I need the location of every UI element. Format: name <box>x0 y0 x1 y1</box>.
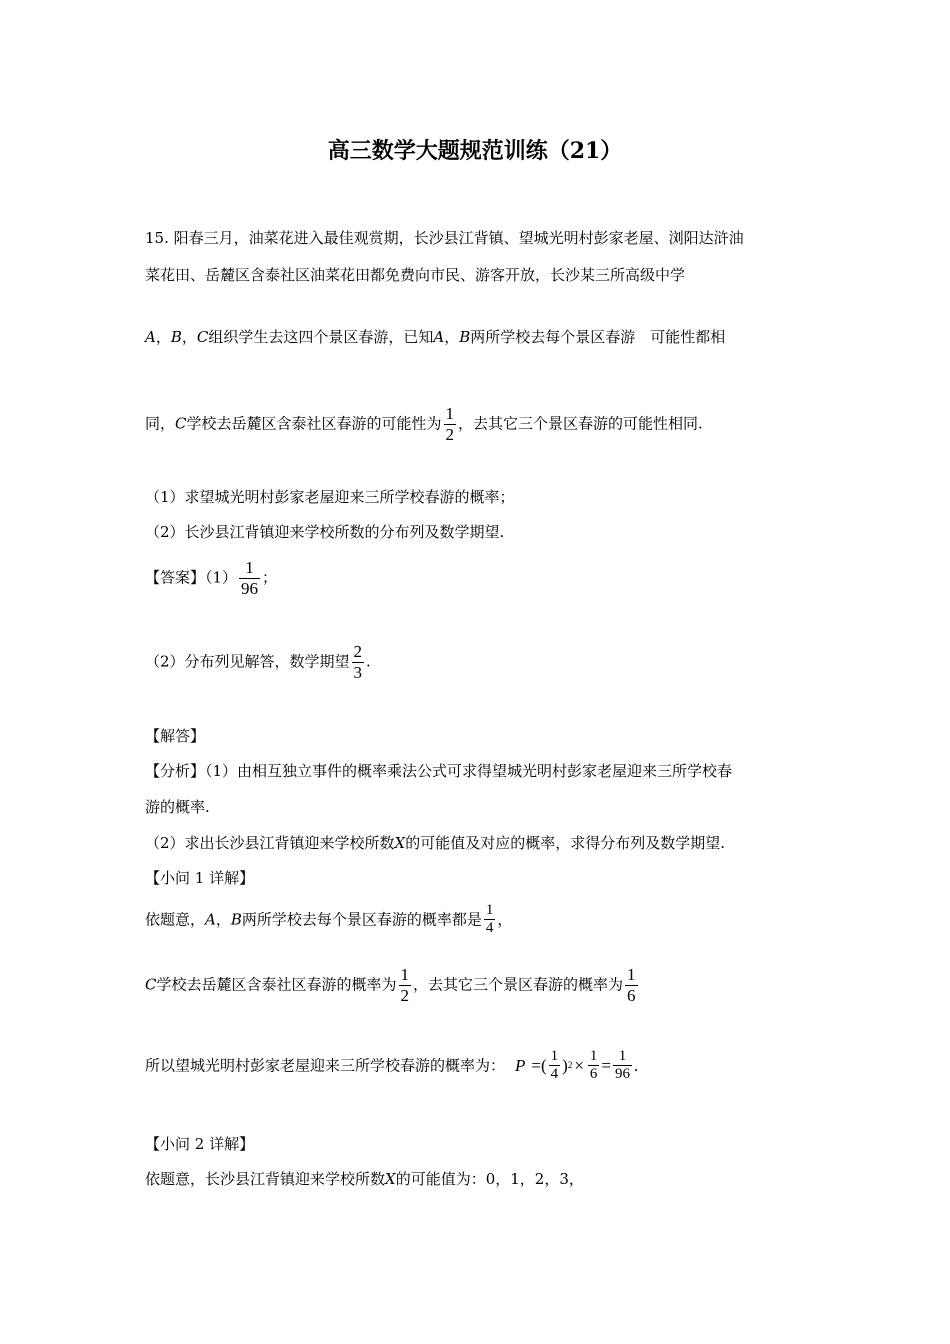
var-c: C <box>175 414 187 433</box>
text: . <box>634 1056 639 1076</box>
fraction: $\frac{1}{4}$ <box>485 902 494 937</box>
text: ， <box>497 910 513 929</box>
text: × <box>574 1056 584 1076</box>
text: 学校去岳麓区含泰社区春游的可能性为 <box>186 414 442 433</box>
sep: ， <box>181 328 197 346</box>
text: 同， <box>145 414 176 433</box>
sep: ， <box>444 328 460 346</box>
sep: ， <box>215 910 231 929</box>
analysis-line-2: 游的概率. <box>145 798 210 816</box>
answer-label: 【答案】（1） <box>145 568 238 587</box>
fraction: $\frac{1}{96}$ <box>615 1048 631 1083</box>
var-a: A <box>433 328 445 346</box>
analysis-line-1: 【分析】（1）由相互独立事件的概率乘法公式可求得望城光明村彭家老屋迎来三所学校春 <box>145 762 733 780</box>
solution-1-line-3 <box>145 1048 638 1084</box>
analysis-line-3 <box>145 836 725 851</box>
solution-2-line-1 <box>145 1172 584 1187</box>
page-title: 高三数学大题规范训练（21） <box>327 138 623 164</box>
text: 学校去岳麓区含泰社区春游的概率为 <box>156 975 397 994</box>
text: . <box>366 652 371 671</box>
text: 组织学生去这四个景区春游，已知 <box>208 328 434 346</box>
problem-line-4 <box>145 404 703 444</box>
var-b: B <box>170 328 182 346</box>
fraction: $\frac{1}{2}$ <box>400 965 409 1005</box>
text: ，去其它三个景区春游的概率为 <box>413 975 624 994</box>
problem-line-2: 菜花田、岳麓区含泰社区油菜花田都免费向市民、游客开放，长沙某三所高级中学 <box>145 266 686 284</box>
exponent: 2 <box>567 1060 573 1071</box>
fraction: $\frac{1}{6}$ <box>589 1048 598 1083</box>
text: （2）分布列见解答，数学期望 <box>145 652 350 671</box>
text: 两所学校去每个景区春游 可能性都相 <box>470 328 726 346</box>
question-1: （1）求望城光明村彭家老屋迎来三所学校春游的概率； <box>145 488 515 506</box>
solution-heading: 【解答】 <box>145 727 206 745</box>
var-p: P <box>515 1056 526 1076</box>
text: = <box>601 1056 612 1076</box>
var-c: C <box>145 975 157 994</box>
subquestion-2-heading: 【小问 2 详解】 <box>145 1135 255 1153</box>
text: 依题意，长沙县江背镇迎来学校所数 <box>145 1170 386 1188</box>
question-2: （2）长沙县江背镇迎来学校所数的分布列及数学期望. <box>145 523 505 541</box>
var-c: C <box>196 328 209 346</box>
var-b: B <box>459 328 471 346</box>
text: 依题意， <box>145 910 206 929</box>
solution-1-line-2 <box>145 965 640 1005</box>
problem-line-3 <box>145 330 725 345</box>
problem-line-1: 15. 阳春三月，油菜花进入最佳观赏期，长沙县江背镇、望城光明村彭家老屋、浏阳达浒油 <box>145 229 744 247</box>
text: ，去其它三个景区春游的可能性相同. <box>458 414 703 433</box>
answer-line-1 <box>145 558 277 598</box>
text: ) <box>562 1056 568 1076</box>
answer-line-2 <box>145 642 371 682</box>
subquestion-1-heading: 【小问 1 详解】 <box>145 869 255 887</box>
text: ； <box>262 568 278 587</box>
fraction: $\frac{1}{2}$ <box>445 404 455 444</box>
var-a: A <box>205 910 216 929</box>
text: 所以望城光明村彭家老屋迎来三所学校春游的概率为： <box>145 1056 506 1075</box>
fraction: $\frac{2}{3}$ <box>353 642 363 682</box>
fraction: $\frac{1}{6}$ <box>627 965 636 1005</box>
var-x: X <box>394 834 406 852</box>
sep: ， <box>155 328 171 346</box>
text: =( <box>531 1056 547 1076</box>
var-x: X <box>385 1170 396 1188</box>
text: （2）求出长沙县江背镇迎来学校所数 <box>145 834 395 852</box>
text: 两所学校去每个景区春游的概率都是 <box>241 910 482 929</box>
var-b: B <box>230 910 242 929</box>
solution-1-line-1 <box>145 902 512 938</box>
probability-formula <box>515 1048 638 1084</box>
fraction: $\frac{1}{4}$ <box>550 1048 559 1083</box>
var-a: A <box>145 328 156 346</box>
text: 的可能值为：0，1，2，3， <box>395 1170 584 1188</box>
text: 的可能值及对应的概率，求得分布列及数学期望. <box>405 834 726 852</box>
fraction: $\frac{1}{96}$ <box>241 558 259 598</box>
